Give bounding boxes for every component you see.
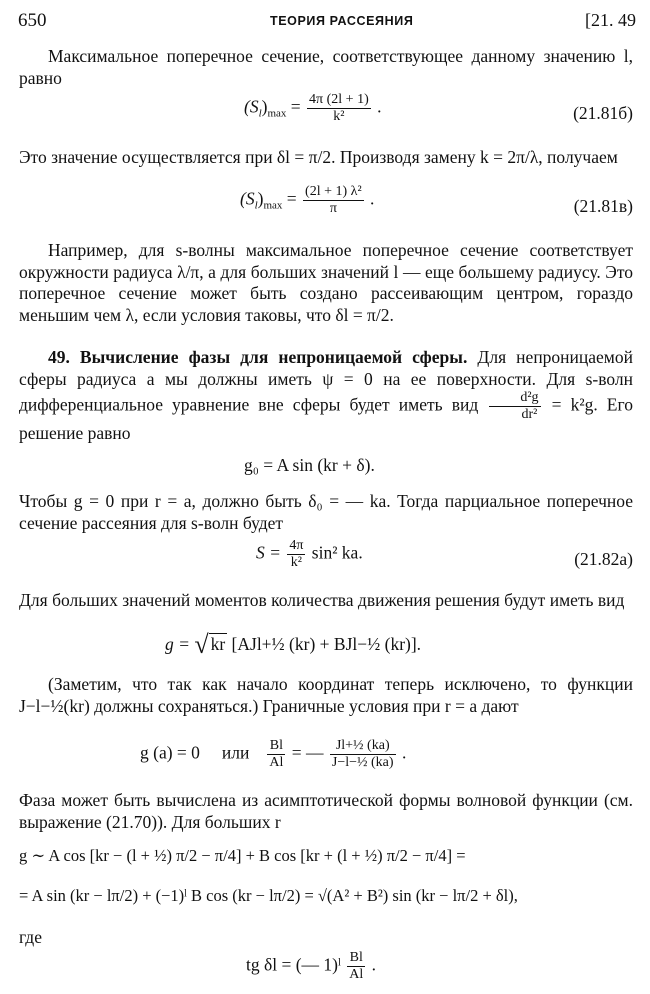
eq2-lhs: (S [240, 188, 255, 209]
eq1-lhs-sub: l [258, 107, 262, 120]
paragraph-1: Максимальное поперечное сечение, соответствующее данному значению l, равно [19, 46, 633, 88]
eq4-den: k² [290, 555, 302, 570]
paragraph-2: Это значение осуществляется при δl = π/2. Производя замену k = 2π/λ, получаем [19, 147, 618, 167]
where-word: где [19, 927, 42, 947]
eq8-tail: . [367, 954, 377, 975]
eq5-post: [AJl+½ (kr) + BJl−½ (kr)]. [227, 634, 422, 654]
eq1-number: (21.81б) [573, 103, 633, 123]
running-header [18, 10, 636, 34]
eq2-fraction [303, 184, 364, 217]
paragraph-6: (Заметим, что так как начало координат теперь исключено, то функции J−l−½(kr) должны сохраняться.) Граничные условия при r = a дают [19, 674, 633, 716]
eq1-eq: = [286, 96, 306, 117]
paragraph-5: Для больших значений моментов количества движения решения будут иметь вид [19, 590, 625, 610]
eq6-left: g (a) = 0 [140, 742, 200, 763]
section-49-text-a: Для непроницаемой сферы радиуса a мы должны иметь ψ = 0 на ее поверхности. Для s-волн дифференциальное уравнение вне сферы будет иметь вид [19, 347, 634, 415]
eq8-den: Al [349, 967, 364, 982]
eq4-num: 4π [289, 538, 304, 553]
equation-21-82a [256, 538, 363, 571]
running-title: ТЕОРИЯ РАССЕЯНИЯ [270, 14, 414, 28]
eq1-num: 4π (2l + 1) [309, 92, 369, 107]
eq6-frac1 [267, 738, 285, 771]
equation-21-81v [240, 184, 374, 217]
eq5-sqrt: kr [210, 634, 226, 654]
equation-tg-delta [246, 950, 376, 983]
eq4-fraction [287, 538, 305, 571]
deriv-num: d²g [489, 390, 540, 407]
eq6-f2-num: Jl+½ (ka) [330, 738, 396, 755]
eq1-fraction [307, 92, 371, 125]
eq6-word: или [221, 742, 250, 763]
eq6-tail: . [397, 742, 407, 763]
eq2-max: max [263, 199, 283, 212]
equation-asymptotic-line2: = A sin (kr − lπ/2) + (−1)ˡ B cos (kr − lπ/2) = √(A² + B²) sin (kr − lπ/2 + δl), [19, 886, 518, 905]
eq4-rest: sin² ka. [307, 542, 363, 563]
eq4-lhs: S = [256, 542, 286, 563]
eq6-f1-den: Al [269, 755, 284, 770]
inline-derivative [489, 390, 540, 423]
deriv-den: dr² [521, 407, 538, 422]
eq1-lhs-rest: ) [261, 96, 268, 117]
equation-bessel [165, 630, 422, 659]
equation-21-81b [244, 92, 381, 125]
eq6-frac2 [330, 738, 396, 771]
eq5-pre: g = [165, 634, 195, 654]
eq8-lhs: tg δl = (— 1)ˡ [246, 954, 346, 975]
section-ref: [21. 49 [585, 10, 636, 30]
eq8-fraction [347, 950, 365, 983]
eq1-max: max [267, 107, 287, 120]
eq6-f1-num: Bl [267, 738, 285, 755]
paragraph-3: Например, для s-волны максимальное поперечное сечение соответствует окружности радиуса λ/π, а для больших значений l — еще большему радиусу. Это поперечное сечение может быть создано рассеивающим центром, гораздо меньшим чем λ, если условия таковы, что δl = π/2. [19, 240, 633, 325]
equation-asymptotic-line1: g ∼ A cos [kr − (l + ½) π/2 − π/4] + B cos [kr + (l + ½) π/2 − π/4] = [19, 846, 466, 865]
equation-g0: g₀ = A sin (kr + δ). [244, 455, 375, 475]
eq2-num: (2l + 1) λ² [305, 184, 362, 199]
eq6-mid: = — [287, 742, 328, 763]
eq6-f2-den: J−l−½ (ka) [331, 755, 394, 770]
sqrt-icon: √ [194, 630, 209, 659]
eq4-number: (21.82а) [574, 549, 633, 569]
eq2-den: π [329, 201, 337, 216]
section-49-text-b: Его решение равно [19, 394, 633, 443]
eq2-lhs-rest: ) [257, 188, 264, 209]
section-49-heading: 49. Вычисление фазы для непроницаемой сферы. [48, 347, 468, 367]
equation-boundary [140, 738, 406, 771]
paragraph-4: Чтобы g = 0 при r = a, должно быть δ₀ = — ka. Тогда парциальное поперечное сечение рассеяния для s-волн будет [19, 491, 633, 533]
eq2-eq: = [282, 188, 302, 209]
eq2-tail: . [365, 188, 375, 209]
eq1-den: k² [333, 109, 345, 124]
eq2-lhs-sub: l [254, 199, 258, 212]
page-number: 650 [18, 10, 47, 31]
eq1-tail: . [372, 96, 382, 117]
paragraph-7: Фаза может быть вычислена из асимптотической формы волновой функции (см. выражение (21.70)). Для больших r [19, 790, 633, 832]
section-49-inline-eq: = k²g. [542, 394, 598, 415]
section-49 [19, 347, 633, 445]
eq2-number: (21.81в) [573, 196, 633, 216]
eq8-num: Bl [347, 950, 365, 967]
eq1-lhs: (S [244, 96, 259, 117]
